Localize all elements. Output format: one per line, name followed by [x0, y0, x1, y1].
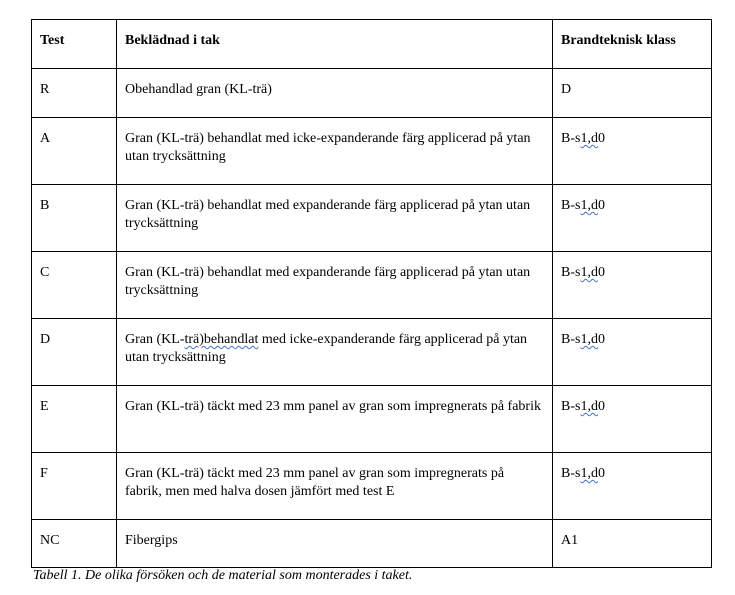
cell-material: Gran (KL-trä)behandlat med icke-expanderande färg applicerad på ytan utan trycksättning: [117, 319, 553, 386]
table-row: [32, 252, 712, 319]
cell-test: D: [32, 319, 117, 386]
material-table: [31, 19, 712, 568]
cell-fire-class: A1: [553, 520, 712, 568]
table-header-row: [32, 20, 712, 69]
cell-test: B: [32, 185, 117, 252]
cell-material: Gran (KL-trä) behandlat med expanderande färg applicerad på ytan utan trycksättning: [117, 252, 553, 319]
cell-test: F: [32, 453, 117, 520]
header-material: Beklädnad i tak: [117, 20, 553, 69]
spellcheck-mark: 1,d: [580, 198, 598, 213]
cell-test: NC: [32, 520, 117, 568]
cell-material: Fibergips: [117, 520, 553, 568]
spellcheck-mark: 1,d: [580, 466, 598, 481]
spellcheck-mark: 1,d: [580, 399, 598, 414]
table-row: [32, 185, 712, 252]
table-row: [32, 69, 712, 118]
cell-fire-class: B-s1,d0: [553, 386, 712, 453]
cell-fire-class: B-s1,d0: [553, 252, 712, 319]
cell-material: Gran (KL-trä) täckt med 23 mm panel av gran som impregnerats på fabrik, men med halva dosen jämfört med test E: [117, 453, 553, 520]
table-row: [32, 520, 712, 568]
cell-test: C: [32, 252, 117, 319]
cell-fire-class: B-s1,d0: [553, 453, 712, 520]
cell-test: E: [32, 386, 117, 453]
spellcheck-mark: trä)behandlat: [184, 332, 259, 347]
cell-material: Gran (KL-trä) behandlat med expanderande färg applicerad på ytan utan trycksättning: [117, 185, 553, 252]
spellcheck-mark: 1,d: [580, 265, 598, 280]
cell-fire-class: B-s1,d0: [553, 185, 712, 252]
table-row: [32, 453, 712, 520]
cell-material: Gran (KL-trä) täckt med 23 mm panel av gran som impregnerats på fabrik: [117, 386, 553, 453]
header-fire-class: Brandteknisk klass: [553, 20, 712, 69]
cell-material: Obehandlad gran (KL-trä): [117, 69, 553, 118]
cell-fire-class: B-s1,d0: [553, 118, 712, 185]
table-row: [32, 386, 712, 453]
table-caption: Tabell 1. De olika försöken och de material som monterades i taket.: [33, 568, 413, 583]
table-row: [32, 319, 712, 386]
cell-test: A: [32, 118, 117, 185]
header-test: Test: [32, 20, 117, 69]
cell-test: R: [32, 69, 117, 118]
table-row: [32, 118, 712, 185]
cell-fire-class: B-s1,d0: [553, 319, 712, 386]
cell-material: Gran (KL-trä) behandlat med icke-expanderande färg applicerad på ytan utan trycksättning: [117, 118, 553, 185]
cell-fire-class: D: [553, 69, 712, 118]
spellcheck-mark: 1,d: [580, 332, 598, 347]
spellcheck-mark: 1,d: [580, 131, 598, 146]
